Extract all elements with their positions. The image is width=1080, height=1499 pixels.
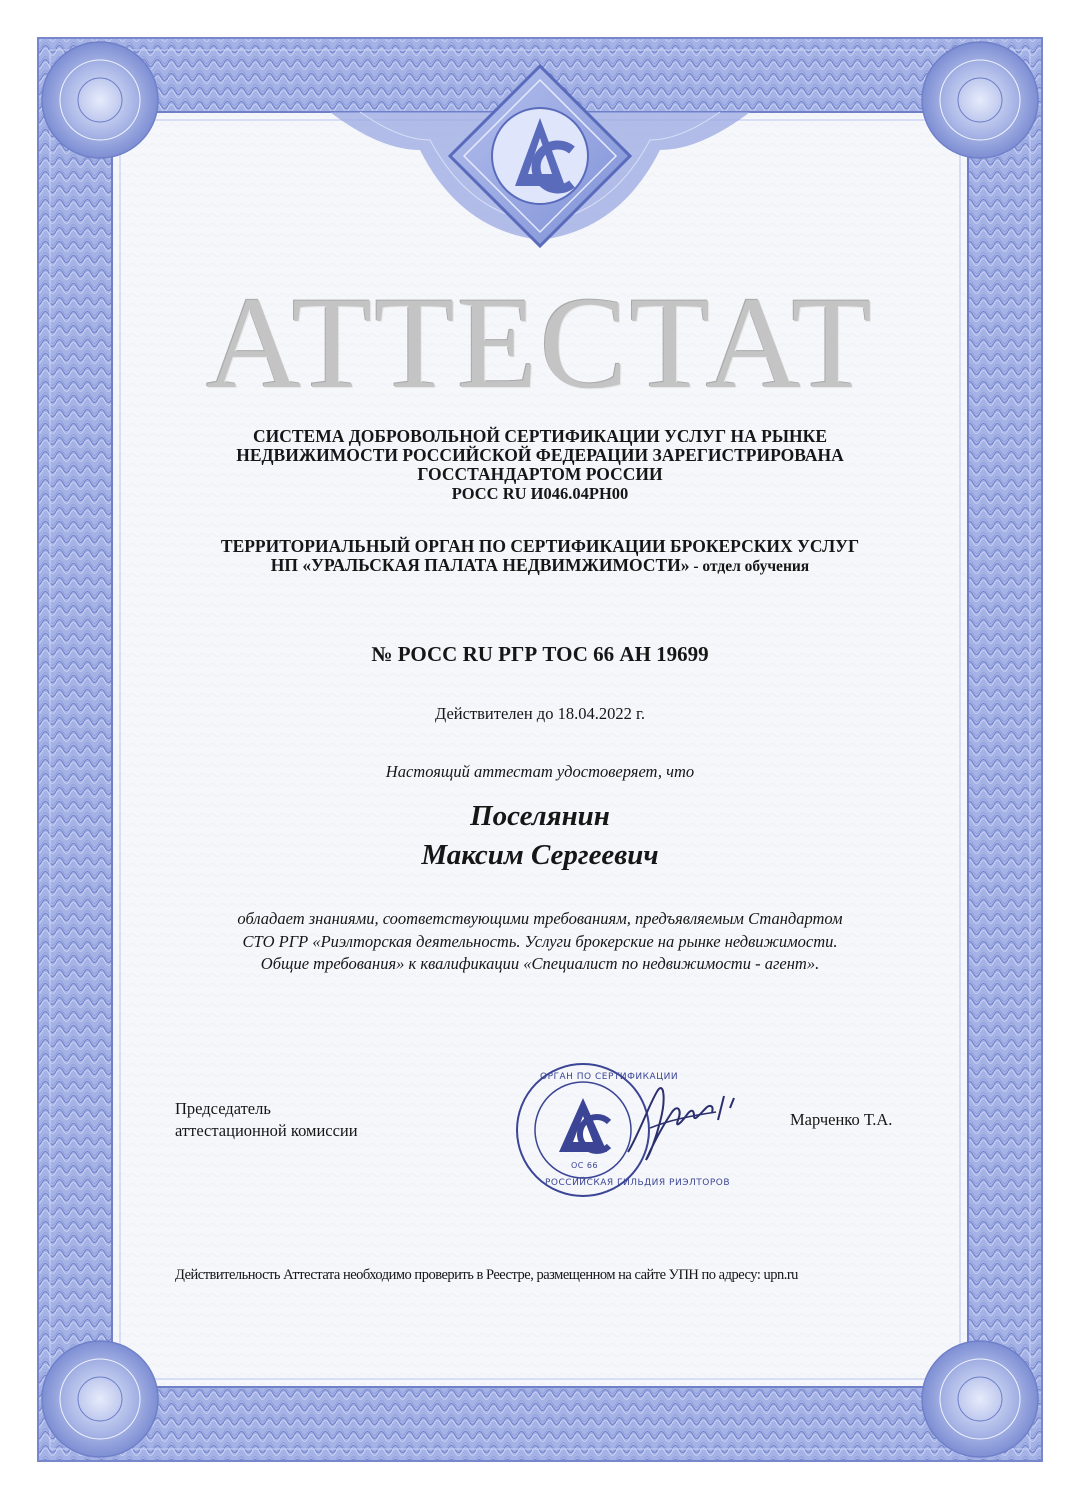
authority-line-2 — [0, 556, 1080, 576]
qualification-line-3: Общие требования» к квалификации «Специалист по недвижимости - агент». — [260, 954, 820, 973]
qualification-line-2: СТО РГР «Риэлторская деятельность. Услуги брокерские на рынке недвижимости. — [242, 931, 838, 951]
stamp-bottom-text: РОССИЙСКАЯ ГИЛЬДИЯ РИЭЛТОРОВ — [545, 1178, 731, 1188]
chairman-line-1: Председатель — [175, 1099, 271, 1118]
document-title: АТТЕСТАТ — [205, 269, 875, 416]
system-line-3: ГОССТАНДАРТОМ РОССИИ — [417, 464, 663, 484]
qualification-line-1: обладает знаниями, соответствующими требованиям, предъявляемым Стандартом — [237, 909, 843, 928]
certifies-text: Настоящий аттестат удостоверяет, что — [385, 762, 695, 781]
authority-line-1: ТЕРРИТОРИАЛЬНЫЙ ОРГАН ПО СЕРТИФИКАЦИИ БРОКЕРСКИХ УСЛУГ — [220, 536, 860, 556]
holder-names: Максим Сергеевич — [421, 839, 659, 871]
qualification-text — [0, 908, 1080, 976]
system-line-1: СИСТЕМА ДОБРОВОЛЬНОЙ СЕРТИФИКАЦИИ УСЛУГ НА РЫНКЕ — [252, 426, 827, 446]
stamp-code: ОС 66 — [571, 1161, 599, 1170]
system-line-2: НЕДВИЖИМОСТИ РОССИЙСКОЙ ФЕДЕРАЦИИ ЗАРЕГИСТРИРОВАНА — [236, 445, 844, 465]
authority-department: - отдел обучения — [689, 558, 810, 575]
chairman-title — [175, 1098, 358, 1142]
system-registration-code: РОСС RU И046.04РН00 — [451, 484, 629, 503]
certificate-number: № РОСС RU РГР ТОС 66 АН 19699 — [371, 642, 709, 666]
stamp-top-text: ОРГАН ПО СЕРТИФИКАЦИИ — [540, 1072, 679, 1082]
valid-until: Действителен до 18.04.2022 г. — [435, 704, 645, 723]
holder-surname: Поселянин — [470, 800, 610, 832]
footer-note: Действительность Аттестата необходимо проверить в Реестре, размещенном на сайте УПН по адресу: upn.ru — [175, 1267, 798, 1283]
chairman-line-2: аттестационной комиссии — [175, 1121, 358, 1140]
authority-name: НП «УРАЛЬСКАЯ ПАЛАТА НЕДВИМЖИМОСТИ» — [270, 555, 690, 575]
signatory-name: Марченко Т.А. — [790, 1110, 893, 1129]
